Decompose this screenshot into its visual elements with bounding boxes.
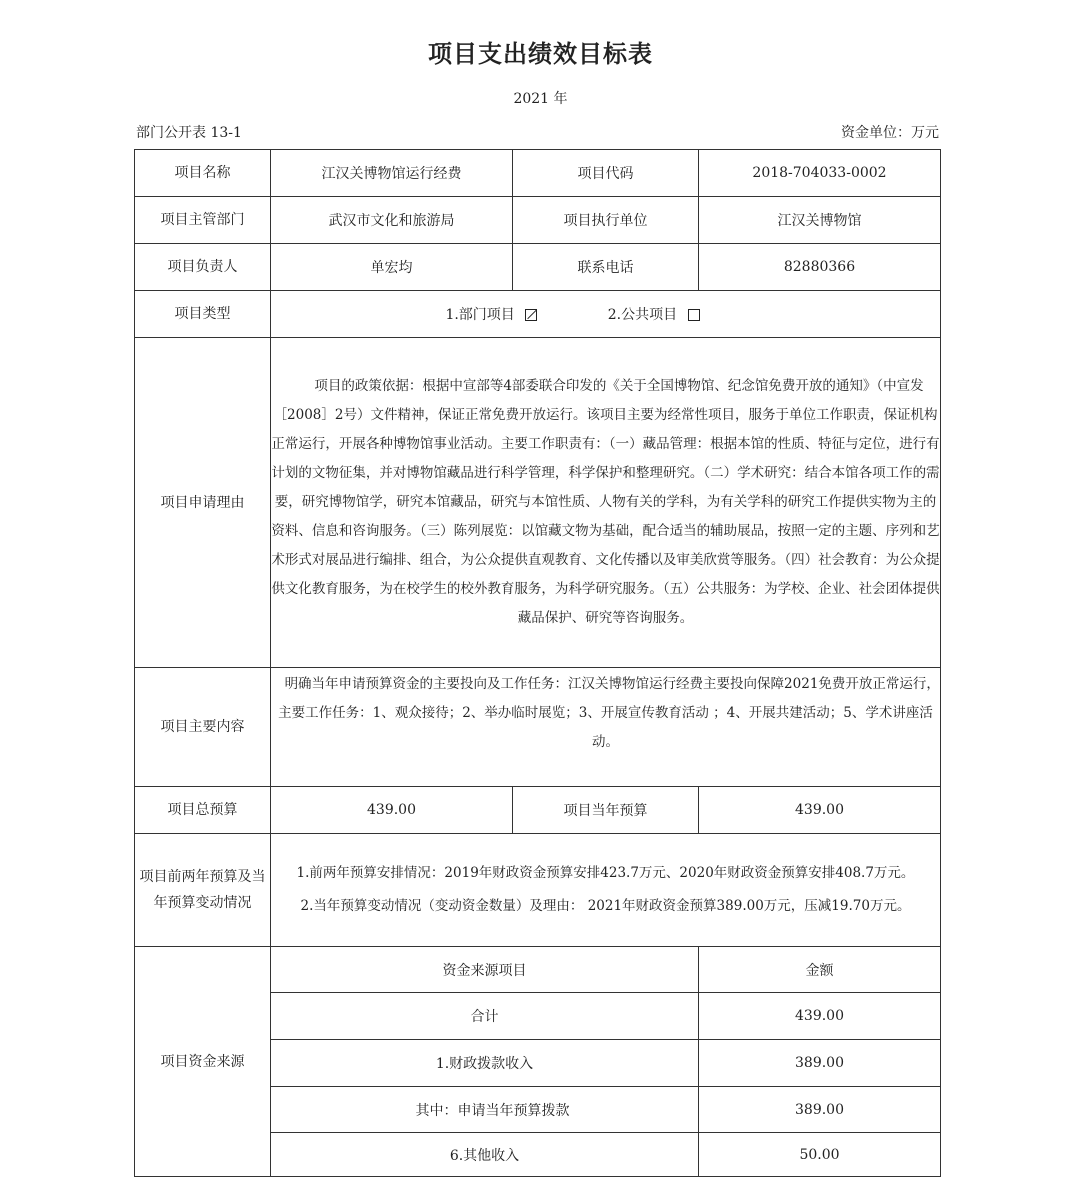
year-budget-value: 439.00 (699, 787, 941, 834)
table-row (135, 197, 941, 244)
funding-item-amount: 389.00 (699, 1040, 941, 1087)
year-label: 2021 年 (513, 91, 568, 107)
funding-col-amount: 金额 (699, 947, 941, 993)
checked-box-icon[interactable] (525, 309, 537, 321)
leader-value: 单宏均 (271, 244, 513, 291)
type-option-dept (445, 304, 537, 324)
funding-item-amount: 389.00 (699, 1087, 941, 1133)
type-option-dept-label: 1.部门项目 (445, 307, 515, 323)
table-row (135, 947, 941, 993)
content-label: 项目主要内容 (135, 668, 271, 787)
type-options (271, 291, 941, 338)
table-row (135, 668, 941, 787)
type-option-public (608, 304, 700, 324)
code-value: 2018-704033-0002 (699, 150, 941, 197)
exec-value: 江汉关博物馆 (699, 197, 941, 244)
table-row (135, 150, 941, 197)
performance-table (134, 149, 941, 1177)
total-budget-label: 项目总预算 (135, 787, 271, 834)
table-row (135, 244, 941, 291)
funding-item-name: 1.财政拨款收入 (271, 1040, 699, 1087)
funding-item-amount: 439.00 (699, 993, 941, 1040)
funding-unit: 资金单位：万元 (841, 125, 939, 141)
exec-label: 项目执行单位 (513, 197, 699, 244)
phone-label: 联系电话 (513, 244, 699, 291)
funding-item-name: 合计 (271, 993, 699, 1040)
table-row (135, 338, 941, 668)
phone-value: 82880366 (699, 244, 941, 291)
table-row (135, 834, 941, 947)
changes-label: 项目前两年预算及当年预算变动情况 (135, 834, 271, 947)
reason-text: 项目的政策依据：根据中宣部等4部委联合印发的《关于全国博物馆、纪念馆免费开放的通知》（中宣发［2008］2号）文件精神，保证正常免费开放运行。该项目主要为经常性项目，服务于单位工作职责，保证机构正常运行，开展各种博物馆事业活动。主要工作职责有：（一）藏品管理：根据本馆的性质、特征与定位，进行有计划的文物征集，并对博物馆藏品进行科学管理，科学保护和整理研究。（二）学术研究：结合本馆各项工作的需要，研究博物馆学，研究本馆藏品，研究与本馆性质、人物有关的学科，为有关学科的研究工作提供实物为主的资料、信息和咨询服务。（三）陈列展览：以馆藏文物为基础，配合适当的辅助展品，按照一定的主题、序列和艺术形式对展品进行编排、组合，为公众提供直观教育、文化传播以及审美欣赏等服务。（四）社会教育：为公众提供文化教育服务，为在校学生的校外教育服务，为科学研究服务。（五）公共服务：为学校、企业、社会团体提供藏品保护、研究等咨询服务。 (271, 338, 941, 668)
content-text: 明确当年申请预算资金的主要投向及工作任务：江汉关博物馆运行经费主要投向保障2021免费开放正常运行，主要工作任务：1、观众接待；2、举办临时展览；3、开展宣传教育活动 ；4、开展共建活动；5、学术讲座活动。 (271, 668, 941, 787)
total-budget-value: 439.00 (271, 787, 513, 834)
type-label: 项目类型 (135, 291, 271, 338)
funding-item-name: 其中：申请当年预算拨款 (271, 1087, 699, 1133)
funding-col-item: 资金来源项目 (271, 947, 699, 993)
table-number: 部门公开表 13-1 (136, 125, 242, 141)
changes-line-1: 1.前两年预算安排情况：2019年财政资金预算安排423.7万元、2020年财政资金预算安排408.7万元。 (296, 865, 915, 881)
dept-value: 武汉市文化和旅游局 (271, 197, 513, 244)
type-option-public-label: 2.公共项目 (607, 307, 678, 323)
changes-line-2: 2.当年预算变动情况（变动资金数量）及理由： 2021年财政资金预算389.00万元，压减19.70万元。 (300, 898, 911, 914)
empty-box-icon[interactable] (688, 309, 700, 321)
table-row (135, 291, 941, 338)
dept-label: 项目主管部门 (135, 197, 271, 244)
reason-label: 项目申请理由 (135, 338, 271, 668)
leader-label: 项目负责人 (135, 244, 271, 291)
name-value: 江汉关博物馆运行经费 (271, 150, 513, 197)
changes-text (271, 834, 941, 947)
name-label: 项目名称 (135, 150, 271, 197)
page-title: 项目支出绩效目标表 (428, 40, 653, 68)
code-label: 项目代码 (513, 150, 699, 197)
year-budget-label: 项目当年预算 (513, 787, 699, 834)
funding-label: 项目资金来源 (135, 947, 271, 1177)
funding-item-amount: 50.00 (699, 1133, 941, 1177)
table-row (135, 787, 941, 834)
funding-item-name: 6.其他收入 (271, 1133, 699, 1177)
